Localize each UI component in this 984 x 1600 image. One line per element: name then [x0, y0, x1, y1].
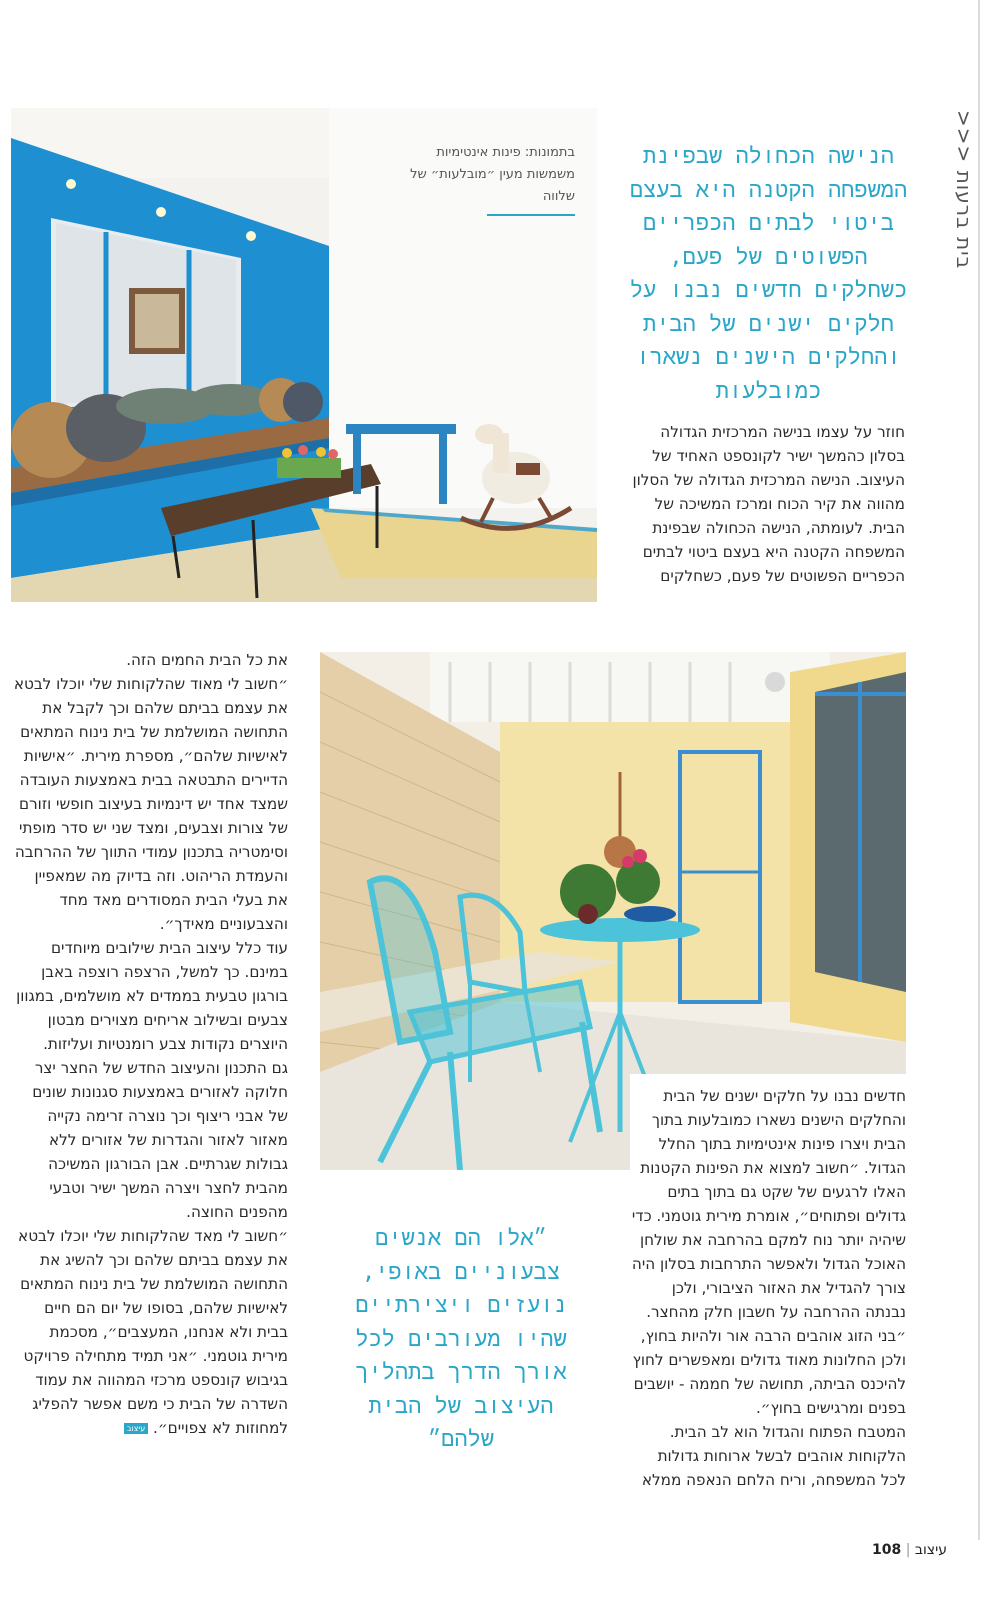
photo-caption-text: בתמונות: פינות אינטימיות משמשות מעין ״מובלעות״ של שלווה	[410, 145, 575, 204]
section-arrows: >>>	[952, 110, 976, 164]
magazine-name: עיצוב	[914, 1542, 947, 1558]
top-right-paragraph-text: חוזר על עצמו בנישה המרכזית הגדולה בסלון כהמשך ישיר לקונספט האחיד של העיצוב. הנישה המרכזית הגדולה של הסלון מהווה את קיר הכוח ומרכז המשיכה של הבית. לעומתה, הנישה הכחולה שבפינת המשפחה הקטנה היא בעצם ביטוי לבתים הכפריים הפשוטים של פעם, כשחלקים	[632, 423, 905, 585]
pull-quote-top	[626, 140, 911, 408]
section-title: בית ברעות	[952, 170, 976, 270]
spine-line	[978, 0, 980, 1540]
left-paragraph-3: עוד כלל עיצוב הבית שילובים מיוחדים במינם. כך למשל, הרצפה רוצפה באבן בורגון טבעית בממדים לא מושלמים, במגוון צבעים ובשילוב אריחים מצוירים מבטון היוצרים נקודות צבע רומנטיות ועליזות.	[16, 939, 288, 1053]
left-paragraph-1: את כל הבית החמים הזה.	[126, 651, 288, 669]
left-paragraph-4: גם התכנון והעיצוב החדש של החצר יצר חלוקה לאזורים באמצעות סגנונות שונים של אבני ריצוף וכך נוצרה זרימה נקייה מאזור לאזור והגדרות של אזורים ללא גבולות שגרתיים. אבן הבורגון המשיכה מהבית לחצר ויצרה המשך ישיר וטבעי מהפנים החוצה.	[32, 1059, 288, 1221]
end-mark: עיצוב	[124, 1423, 148, 1434]
bottom-paragraph-1: חדשים נבנו על חלקים ישנים של הבית והחלקים הישנים נשארו כמובלעות בתוך הבית ויצרו פינות אינטימיות בתוך החלל הגדול. ״חשוב למצוא את הפינות הקטנות האלו לרגעים של שקט גם בתוך בתים גדולים ופתוחים״, אומרת מירית גוטמני. כדי שיהיה יותר נוח למקם בהרחבה את שולחן האוכל הגדול ולאפשר התרחבות בסלון היה צורך להגדיל את האזור הציבורי, ולכן נבנתה ההרחבה על חשבון חלק מהחצר. ״בני הזוג אוהבים הרבה אור ולהיות בחוץ, ולכן החלונות מאוד גדולים ומאפשרים לחוץ להיכנס הביתה, תחושה של חממה - יושבים בפנים ומרגישים בחוץ״.	[631, 1087, 906, 1417]
pull-quote-top-text: הנישה הכחולה שבפינת המשפחה הקטנה היא בעצם ביטוי לבתים הכפריים הפשוטים של פעם, כשחלקים חדשים נבנו על חלקים ישנים של הבית והחלקים הישנים נשארו כמובלעות	[629, 144, 908, 404]
left-paragraph-5-text: ״חשוב לי מאד שהלקוחות שלי יוכלו לבטא את עצמם בביתם שלהם וכך להשיג את התחושה המושלמת של בית נינוח המתאים לאישיות שלהם, בסופו של יום הם חיים בבית ולא אנחנו, המעצבים״, מסכמת מירית גוטמני. ״אני תמיד מתחילה פרויקט בגיבוש קונספט מרכזי המהווה את עמוד השדרה של הבית כי משם אפשר להפליג למחוזות לא צפויים״.	[18, 1227, 288, 1437]
pull-quote-bottom-text: ״אלו הם אנשים צבעוניים באופי, נועזים ויצירתיים שהיו מעורבים לכל אורך הדרך בתהליך העיצוב של הבית שלהם״	[355, 1226, 567, 1452]
left-paragraph-2: ״חשוב לי מאוד שהלקוחות שלי יוכלו לבטא את עצמם בביתם שלהם וכך לקבל את התחושה המושלמת של בית נינוח המתאים לאישיות שלהם״, מספרת מירית. ״אישיות הדיירים התבטאה בבית באמצעות העובדה שמצד אחד יש דינמיות בעיצוב חופשי וזורם של צורות וצבעים, ומצד שני יש סדר מופתי וסימטריה בתכנון עמודי התווך של ההרחבה והעמדת הריהוט. וזה בדיוק מה שמאפיין את בעלי הבית המסודרים מאד מחד והצבעוניים מאידך״.	[13, 675, 288, 933]
pull-quote-bottom	[330, 1222, 592, 1457]
photo-caption	[400, 142, 575, 208]
page-number: 108	[872, 1542, 902, 1558]
left-column	[12, 648, 288, 1440]
top-right-paragraph	[626, 420, 905, 588]
footer-divider: |	[905, 1542, 911, 1558]
left-paragraph-5	[12, 1224, 288, 1440]
caption-rule	[487, 214, 575, 216]
footer	[872, 1542, 972, 1558]
section-label	[952, 110, 976, 269]
bottom-paragraph-2: המטבח הפתוח והגדול הוא לב הבית. הלקוחות אוהבים לבשל ארוחות גדולות לכל המשפחה, וריח הלחם הנאפה ממלא	[641, 1423, 906, 1489]
bottom-right-column	[630, 1074, 916, 1492]
